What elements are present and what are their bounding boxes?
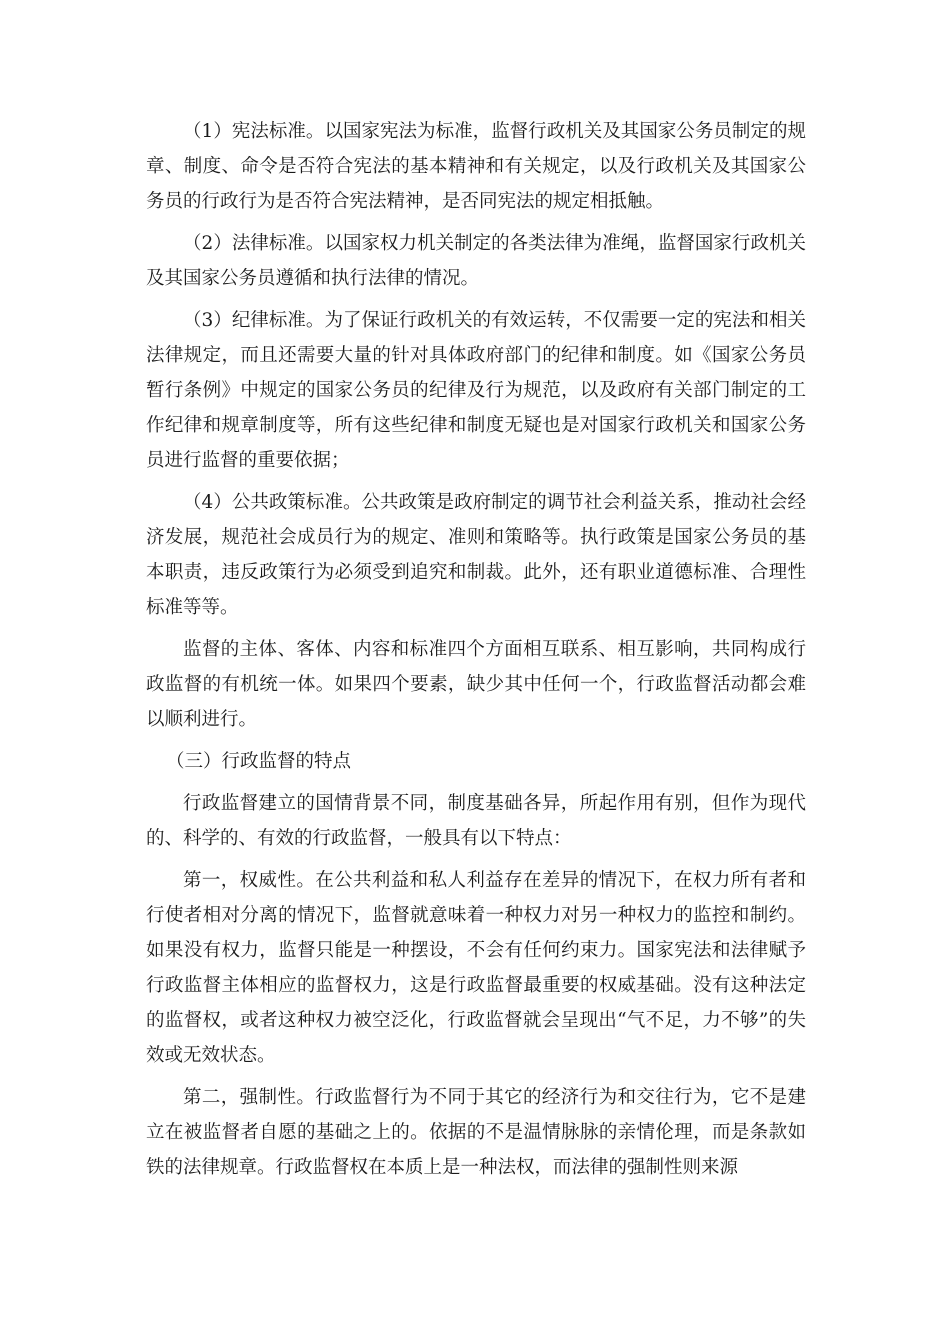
paragraph-discipline-standard: （3）纪律标准。为了保证行政机关的有效运转，不仅需要一定的宪法和相关法律规定，而且还需要大量的针对具体政府部门的纪律和制度。如《国家公务员暂行条例》中规定的国家公务员的纪律及行为规范，以及政府有关部门制定的工作纪律和规章制度等，所有这些纪律和制度无疑也是对国家行政机关和国家公务员进行监督的重要依据； xyxy=(146,310,806,471)
section-heading: （三）行政监督的特点 xyxy=(166,751,352,772)
paragraph-legal-standard: （2）法律标准。以国家权力机关制定的各类法律为准绳，监督国家行政机关及其国家公务员遵循和执行法律的情况。 xyxy=(146,233,806,289)
paragraph-coerciveness: 第二，强制性。行政监督行为不同于其它的经济行为和交往行为，它不是建立在被监督者自愿的基础之上的。依据的不是温情脉脉的亲情伦理，而是条款如铁的法律规章。行政监督权在本质上是一种法权，而法律的强制性则来源 xyxy=(146,1087,806,1178)
paragraph-constitution-standard: （1）宪法标准。以国家宪法为标准，监督行政机关及其国家公务员制定的规章、制度、命令是否符合宪法的基本精神和有关规定，以及行政机关及其国家公务员的行政行为是否符合宪法精神，是否同宪法的规定相抵触。 xyxy=(146,121,806,212)
paragraph-four-elements: 监督的主体、客体、内容和标准四个方面相互联系、相互影响，共同构成行政监督的有机统一体。如果四个要素，缺少其中任何一个，行政监督活动都会难以顺利进行。 xyxy=(146,639,806,730)
paragraph-authority: 第一，权威性。在公共利益和私人利益存在差异的情况下，在权力所有者和行使者相对分离的情况下，监督就意味着一种权力对另一种权力的监控和制约。如果没有权力，监督只能是一种摆设，不会有任何约束力。国家宪法和法律赋予行政监督主体相应的监督权力，这是行政监督最重要的权威基础。没有这种法定的监督权，或者这种权力被空泛化，行政监督就会呈现出“气不足，力不够”的失效或无效状态。 xyxy=(146,870,806,1066)
document-body xyxy=(146,114,806,1192)
paragraph-features-intro: 行政监督建立的国情背景不同，制度基础各异，所起作用有别，但作为现代的、科学的、有效的行政监督，一般具有以下特点： xyxy=(146,793,806,849)
paragraph-public-policy-standard: （4）公共政策标准。公共政策是政府制定的调节社会利益关系，推动社会经济发展，规范社会成员行为的规定、准则和策略等。执行政策是国家公务员的基本职责，违反政策行为必须受到追究和制裁。此外，还有职业道德标准、合理性标准等等。 xyxy=(146,492,806,618)
